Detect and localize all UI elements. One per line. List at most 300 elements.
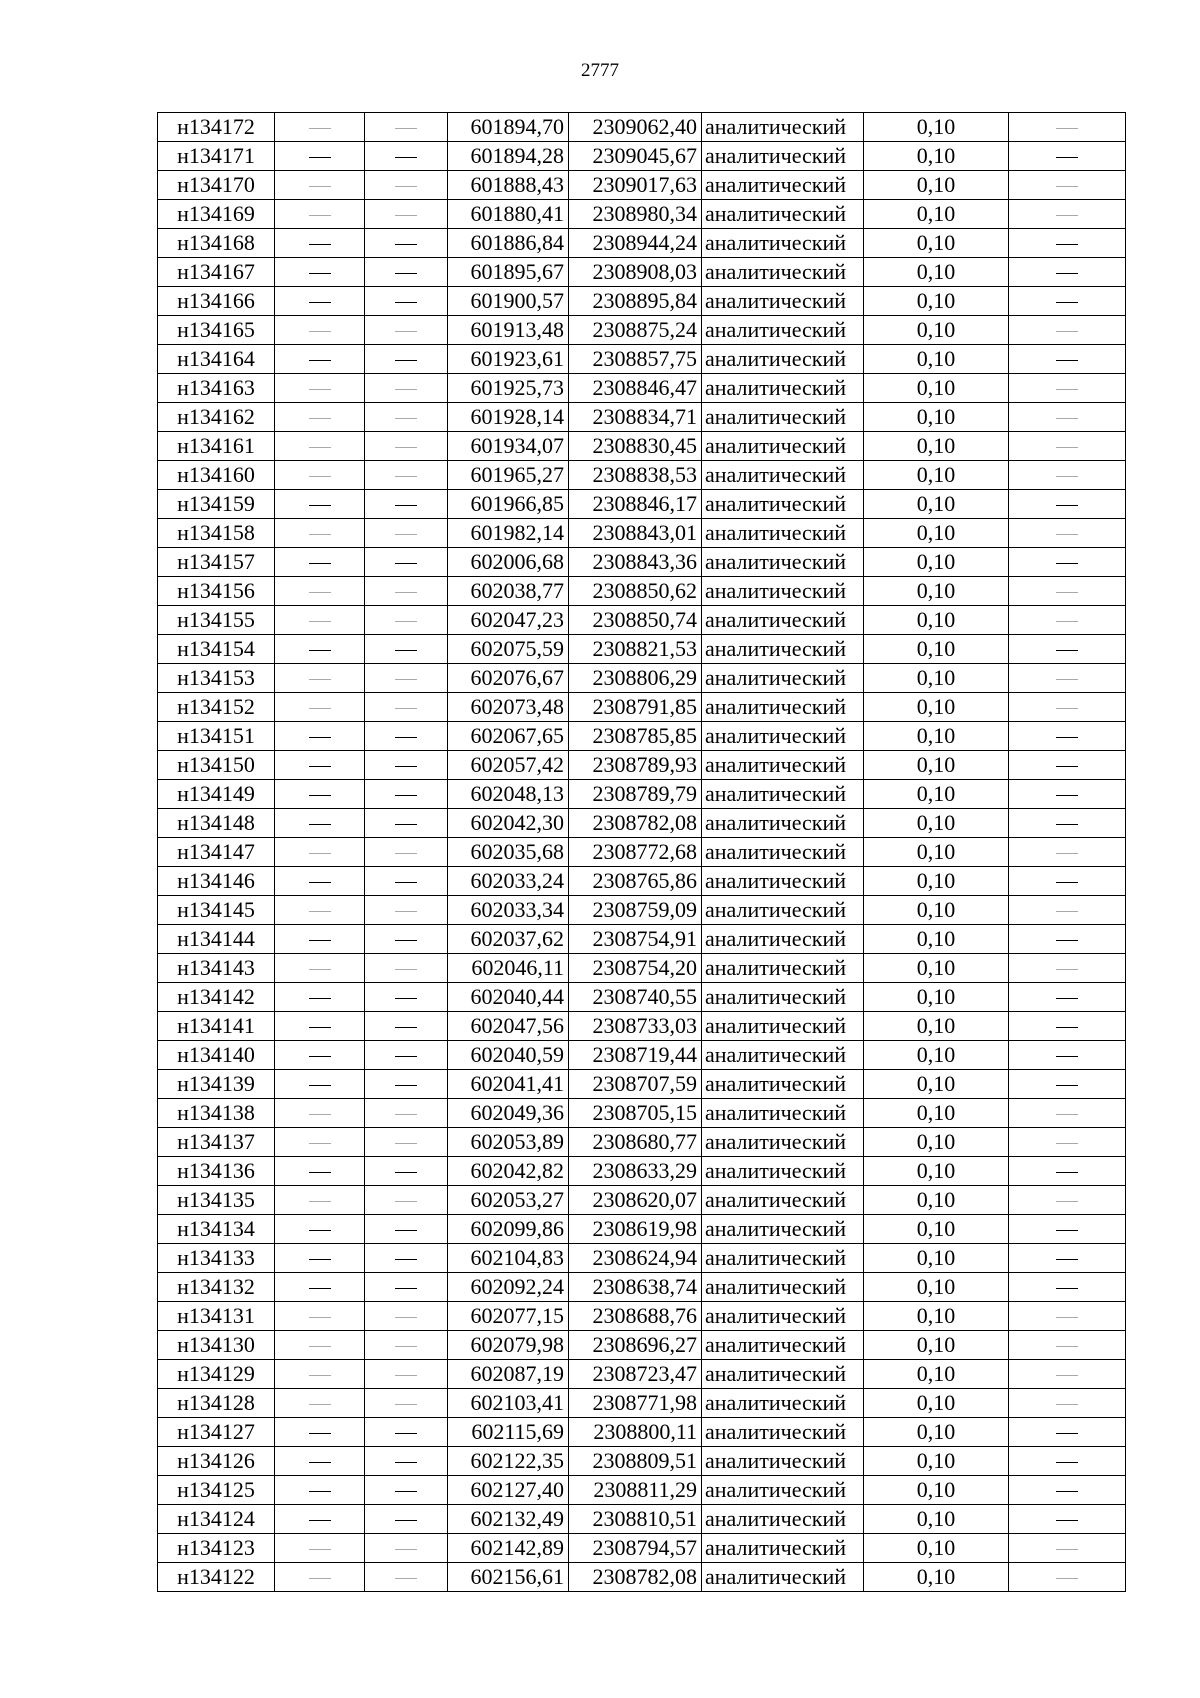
dash-symbol: [309, 824, 331, 825]
table-row: [158, 867, 1126, 896]
empty-cell: [275, 1563, 365, 1592]
dash-symbol: [395, 1085, 417, 1086]
dash-symbol: [395, 708, 417, 709]
dash-symbol: [309, 882, 331, 883]
x-coordinate-cell: 601923,61: [448, 345, 569, 374]
empty-cell: [275, 1418, 365, 1447]
table-row: [158, 1302, 1126, 1331]
table-row: [158, 1012, 1126, 1041]
coordinates-table: [157, 112, 1126, 1592]
empty-cell: [1009, 693, 1126, 722]
x-coordinate-cell: 602040,59: [448, 1041, 569, 1070]
empty-cell: [1009, 1128, 1126, 1157]
x-coordinate-cell: 601982,14: [448, 519, 569, 548]
x-coordinate-cell: 602040,44: [448, 983, 569, 1012]
empty-cell: [275, 954, 365, 983]
dash-symbol: [309, 244, 331, 245]
empty-cell: [1009, 1331, 1126, 1360]
method-cell: аналитический: [702, 1273, 864, 1302]
empty-cell: [365, 258, 448, 287]
dash-symbol: [309, 766, 331, 767]
empty-cell: [275, 1186, 365, 1215]
y-coordinate-cell: 2308830,45: [569, 432, 702, 461]
x-coordinate-cell: 601894,28: [448, 142, 569, 171]
empty-cell: [275, 1215, 365, 1244]
y-coordinate-cell: 2308759,09: [569, 896, 702, 925]
table-row: [158, 1534, 1126, 1563]
empty-cell: [275, 1099, 365, 1128]
accuracy-cell: 0,10: [864, 142, 1009, 171]
method-cell: аналитический: [702, 1070, 864, 1099]
accuracy-cell: 0,10: [864, 200, 1009, 229]
y-coordinate-cell: 2308821,53: [569, 635, 702, 664]
table-row: [158, 142, 1126, 171]
accuracy-cell: 0,10: [864, 1041, 1009, 1070]
dash-symbol: [1056, 1433, 1078, 1434]
dash-symbol: [395, 1491, 417, 1492]
y-coordinate-cell: 2308638,74: [569, 1273, 702, 1302]
empty-cell: [275, 142, 365, 171]
empty-cell: [365, 432, 448, 461]
y-coordinate-cell: 2308794,57: [569, 1534, 702, 1563]
accuracy-cell: 0,10: [864, 229, 1009, 258]
x-coordinate-cell: 602127,40: [448, 1476, 569, 1505]
dash-symbol: [309, 853, 331, 854]
method-cell: аналитический: [702, 1099, 864, 1128]
y-coordinate-cell: 2308772,68: [569, 838, 702, 867]
accuracy-cell: 0,10: [864, 1070, 1009, 1099]
dash-symbol: [1056, 1404, 1078, 1405]
dash-symbol: [309, 1404, 331, 1405]
method-cell: аналитический: [702, 1534, 864, 1563]
dash-symbol: [309, 1259, 331, 1260]
x-coordinate-cell: 602073,48: [448, 693, 569, 722]
empty-cell: [275, 519, 365, 548]
point-name-cell: н134131: [158, 1302, 275, 1331]
table-row: [158, 954, 1126, 983]
empty-cell: [1009, 345, 1126, 374]
method-cell: аналитический: [702, 693, 864, 722]
method-cell: аналитический: [702, 519, 864, 548]
point-name-cell: н134159: [158, 490, 275, 519]
empty-cell: [365, 403, 448, 432]
method-cell: аналитический: [702, 200, 864, 229]
point-name-cell: н134150: [158, 751, 275, 780]
y-coordinate-cell: 2308908,03: [569, 258, 702, 287]
dash-symbol: [395, 1375, 417, 1376]
dash-symbol: [1056, 621, 1078, 622]
point-name-cell: н134143: [158, 954, 275, 983]
point-name-cell: н134171: [158, 142, 275, 171]
table-row: [158, 1273, 1126, 1302]
dash-symbol: [1056, 1375, 1078, 1376]
empty-cell: [1009, 722, 1126, 751]
dash-symbol: [395, 1201, 417, 1202]
table-row: [158, 490, 1126, 519]
accuracy-cell: 0,10: [864, 316, 1009, 345]
empty-cell: [1009, 1041, 1126, 1070]
empty-cell: [275, 664, 365, 693]
x-coordinate-cell: 602048,13: [448, 780, 569, 809]
table-row: [158, 548, 1126, 577]
accuracy-cell: 0,10: [864, 1215, 1009, 1244]
dash-symbol: [395, 534, 417, 535]
dash-symbol: [395, 157, 417, 158]
y-coordinate-cell: 2308809,51: [569, 1447, 702, 1476]
table-row: [158, 1244, 1126, 1273]
dash-symbol: [395, 186, 417, 187]
empty-cell: [1009, 1447, 1126, 1476]
table-row: [158, 113, 1126, 142]
dash-symbol: [395, 128, 417, 129]
empty-cell: [1009, 1563, 1126, 1592]
method-cell: аналитический: [702, 1128, 864, 1157]
empty-cell: [365, 896, 448, 925]
empty-cell: [275, 490, 365, 519]
dash-symbol: [395, 476, 417, 477]
point-name-cell: н134123: [158, 1534, 275, 1563]
empty-cell: [275, 780, 365, 809]
point-name-cell: н134136: [158, 1157, 275, 1186]
table-row: [158, 258, 1126, 287]
dash-symbol: [395, 1143, 417, 1144]
empty-cell: [275, 867, 365, 896]
x-coordinate-cell: 602156,61: [448, 1563, 569, 1592]
empty-cell: [275, 1070, 365, 1099]
y-coordinate-cell: 2308834,71: [569, 403, 702, 432]
empty-cell: [365, 113, 448, 142]
accuracy-cell: 0,10: [864, 490, 1009, 519]
method-cell: аналитический: [702, 287, 864, 316]
point-name-cell: н134152: [158, 693, 275, 722]
empty-cell: [365, 200, 448, 229]
table-row: [158, 316, 1126, 345]
empty-cell: [275, 1360, 365, 1389]
accuracy-cell: 0,10: [864, 1302, 1009, 1331]
y-coordinate-cell: 2308806,29: [569, 664, 702, 693]
point-name-cell: н134165: [158, 316, 275, 345]
dash-symbol: [1056, 1462, 1078, 1463]
dash-symbol: [1056, 331, 1078, 332]
method-cell: аналитический: [702, 374, 864, 403]
dash-symbol: [309, 534, 331, 535]
accuracy-cell: 0,10: [864, 1505, 1009, 1534]
empty-cell: [365, 1273, 448, 1302]
point-name-cell: н134161: [158, 432, 275, 461]
empty-cell: [1009, 1186, 1126, 1215]
x-coordinate-cell: 601886,84: [448, 229, 569, 258]
x-coordinate-cell: 602042,82: [448, 1157, 569, 1186]
table-row: [158, 896, 1126, 925]
accuracy-cell: 0,10: [864, 606, 1009, 635]
empty-cell: [1009, 954, 1126, 983]
y-coordinate-cell: 2308811,29: [569, 1476, 702, 1505]
table-row: [158, 1157, 1126, 1186]
table-row: [158, 635, 1126, 664]
page-number: 2777: [581, 60, 619, 81]
method-cell: аналитический: [702, 548, 864, 577]
dash-symbol: [395, 273, 417, 274]
dash-symbol: [309, 447, 331, 448]
y-coordinate-cell: 2308857,75: [569, 345, 702, 374]
x-coordinate-cell: 602092,24: [448, 1273, 569, 1302]
method-cell: аналитический: [702, 490, 864, 519]
empty-cell: [1009, 171, 1126, 200]
accuracy-cell: 0,10: [864, 519, 1009, 548]
dash-symbol: [1056, 1085, 1078, 1086]
dash-symbol: [309, 592, 331, 593]
dash-symbol: [309, 737, 331, 738]
point-name-cell: н134170: [158, 171, 275, 200]
method-cell: аналитический: [702, 1563, 864, 1592]
dash-symbol: [1056, 563, 1078, 564]
dash-symbol: [309, 1143, 331, 1144]
dash-symbol: [1056, 882, 1078, 883]
method-cell: аналитический: [702, 1505, 864, 1534]
accuracy-cell: 0,10: [864, 896, 1009, 925]
table-row: [158, 1447, 1126, 1476]
accuracy-cell: 0,10: [864, 345, 1009, 374]
y-coordinate-cell: 2308754,91: [569, 925, 702, 954]
dash-symbol: [395, 1520, 417, 1521]
empty-cell: [1009, 142, 1126, 171]
empty-cell: [275, 1331, 365, 1360]
x-coordinate-cell: 602122,35: [448, 1447, 569, 1476]
empty-cell: [365, 1041, 448, 1070]
x-coordinate-cell: 602077,15: [448, 1302, 569, 1331]
empty-cell: [1009, 403, 1126, 432]
table-row: [158, 722, 1126, 751]
accuracy-cell: 0,10: [864, 867, 1009, 896]
accuracy-cell: 0,10: [864, 1012, 1009, 1041]
dash-symbol: [309, 679, 331, 680]
empty-cell: [275, 1505, 365, 1534]
empty-cell: [275, 200, 365, 229]
x-coordinate-cell: 602087,19: [448, 1360, 569, 1389]
dash-symbol: [309, 969, 331, 970]
empty-cell: [1009, 1360, 1126, 1389]
method-cell: аналитический: [702, 142, 864, 171]
table-row: [158, 287, 1126, 316]
x-coordinate-cell: 602079,98: [448, 1331, 569, 1360]
x-coordinate-cell: 602037,62: [448, 925, 569, 954]
dash-symbol: [309, 1549, 331, 1550]
empty-cell: [365, 1012, 448, 1041]
table-row: [158, 1418, 1126, 1447]
x-coordinate-cell: 602038,77: [448, 577, 569, 606]
point-name-cell: н134132: [158, 1273, 275, 1302]
x-coordinate-cell: 602035,68: [448, 838, 569, 867]
dash-symbol: [309, 563, 331, 564]
dash-symbol: [1056, 534, 1078, 535]
empty-cell: [1009, 316, 1126, 345]
empty-cell: [365, 751, 448, 780]
dash-symbol: [1056, 940, 1078, 941]
table-row: [158, 693, 1126, 722]
dash-symbol: [395, 1462, 417, 1463]
empty-cell: [1009, 1012, 1126, 1041]
dash-symbol: [1056, 1027, 1078, 1028]
dash-symbol: [395, 1114, 417, 1115]
method-cell: аналитический: [702, 983, 864, 1012]
accuracy-cell: 0,10: [864, 1273, 1009, 1302]
empty-cell: [275, 1476, 365, 1505]
empty-cell: [365, 1331, 448, 1360]
method-cell: аналитический: [702, 1186, 864, 1215]
empty-cell: [365, 171, 448, 200]
empty-cell: [1009, 461, 1126, 490]
dash-symbol: [1056, 737, 1078, 738]
point-name-cell: н134148: [158, 809, 275, 838]
dash-symbol: [309, 128, 331, 129]
point-name-cell: н134149: [158, 780, 275, 809]
method-cell: аналитический: [702, 1041, 864, 1070]
dash-symbol: [395, 592, 417, 593]
point-name-cell: н134142: [158, 983, 275, 1012]
point-name-cell: н134129: [158, 1360, 275, 1389]
empty-cell: [275, 345, 365, 374]
dash-symbol: [1056, 1578, 1078, 1579]
y-coordinate-cell: 2308789,93: [569, 751, 702, 780]
dash-symbol: [395, 1346, 417, 1347]
y-coordinate-cell: 2308719,44: [569, 1041, 702, 1070]
point-name-cell: н134168: [158, 229, 275, 258]
empty-cell: [275, 1041, 365, 1070]
accuracy-cell: 0,10: [864, 693, 1009, 722]
method-cell: аналитический: [702, 722, 864, 751]
dash-symbol: [395, 882, 417, 883]
dash-symbol: [1056, 157, 1078, 158]
dash-symbol: [309, 621, 331, 622]
dash-symbol: [1056, 302, 1078, 303]
dash-symbol: [1056, 360, 1078, 361]
empty-cell: [365, 461, 448, 490]
empty-cell: [275, 838, 365, 867]
table-row: [158, 403, 1126, 432]
method-cell: аналитический: [702, 896, 864, 925]
point-name-cell: н134162: [158, 403, 275, 432]
point-name-cell: н134140: [158, 1041, 275, 1070]
y-coordinate-cell: 2308850,62: [569, 577, 702, 606]
y-coordinate-cell: 2308791,85: [569, 693, 702, 722]
y-coordinate-cell: 2308875,24: [569, 316, 702, 345]
dash-symbol: [309, 1433, 331, 1434]
empty-cell: [275, 693, 365, 722]
empty-cell: [275, 896, 365, 925]
empty-cell: [1009, 1070, 1126, 1099]
dash-symbol: [309, 1114, 331, 1115]
table-row: [158, 1389, 1126, 1418]
dash-symbol: [309, 186, 331, 187]
point-name-cell: н134157: [158, 548, 275, 577]
dash-symbol: [1056, 998, 1078, 999]
empty-cell: [365, 1360, 448, 1389]
empty-cell: [275, 1447, 365, 1476]
table-row: [158, 1505, 1126, 1534]
table-row: [158, 1041, 1126, 1070]
empty-cell: [275, 983, 365, 1012]
dash-symbol: [395, 1230, 417, 1231]
x-coordinate-cell: 602075,59: [448, 635, 569, 664]
point-name-cell: н134153: [158, 664, 275, 693]
dash-symbol: [1056, 1288, 1078, 1289]
dash-symbol: [395, 650, 417, 651]
dash-symbol: [1056, 766, 1078, 767]
dash-symbol: [395, 621, 417, 622]
empty-cell: [1009, 1099, 1126, 1128]
method-cell: аналитический: [702, 1331, 864, 1360]
y-coordinate-cell: 2308705,15: [569, 1099, 702, 1128]
dash-symbol: [395, 1172, 417, 1173]
y-coordinate-cell: 2308688,76: [569, 1302, 702, 1331]
x-coordinate-cell: 601928,14: [448, 403, 569, 432]
point-name-cell: н134155: [158, 606, 275, 635]
point-name-cell: н134122: [158, 1563, 275, 1592]
dash-symbol: [1056, 1346, 1078, 1347]
empty-cell: [365, 1534, 448, 1563]
accuracy-cell: 0,10: [864, 1447, 1009, 1476]
dash-symbol: [395, 1404, 417, 1405]
empty-cell: [1009, 374, 1126, 403]
dash-symbol: [309, 940, 331, 941]
method-cell: аналитический: [702, 403, 864, 432]
table-row: [158, 606, 1126, 635]
empty-cell: [365, 1447, 448, 1476]
point-name-cell: н134134: [158, 1215, 275, 1244]
method-cell: аналитический: [702, 664, 864, 693]
empty-cell: [1009, 983, 1126, 1012]
empty-cell: [365, 1244, 448, 1273]
method-cell: аналитический: [702, 1360, 864, 1389]
accuracy-cell: 0,10: [864, 403, 1009, 432]
table-row: [158, 809, 1126, 838]
accuracy-cell: 0,10: [864, 1157, 1009, 1186]
empty-cell: [275, 635, 365, 664]
x-coordinate-cell: 602046,11: [448, 954, 569, 983]
y-coordinate-cell: 2308696,27: [569, 1331, 702, 1360]
empty-cell: [1009, 1505, 1126, 1534]
accuracy-cell: 0,10: [864, 1099, 1009, 1128]
accuracy-cell: 0,10: [864, 635, 1009, 664]
method-cell: аналитический: [702, 258, 864, 287]
x-coordinate-cell: 602115,69: [448, 1418, 569, 1447]
dash-symbol: [309, 302, 331, 303]
y-coordinate-cell: 2308980,34: [569, 200, 702, 229]
empty-cell: [1009, 780, 1126, 809]
empty-cell: [275, 577, 365, 606]
dash-symbol: [309, 1085, 331, 1086]
empty-cell: [275, 1534, 365, 1563]
point-name-cell: н134154: [158, 635, 275, 664]
empty-cell: [365, 867, 448, 896]
point-name-cell: н134125: [158, 1476, 275, 1505]
point-name-cell: н134133: [158, 1244, 275, 1273]
empty-cell: [365, 1389, 448, 1418]
x-coordinate-cell: 601900,57: [448, 287, 569, 316]
method-cell: аналитический: [702, 1215, 864, 1244]
point-name-cell: н134124: [158, 1505, 275, 1534]
dash-symbol: [309, 1288, 331, 1289]
empty-cell: [365, 577, 448, 606]
accuracy-cell: 0,10: [864, 954, 1009, 983]
y-coordinate-cell: 2308723,47: [569, 1360, 702, 1389]
dash-symbol: [395, 1549, 417, 1550]
accuracy-cell: 0,10: [864, 1360, 1009, 1389]
empty-cell: [275, 1389, 365, 1418]
empty-cell: [365, 838, 448, 867]
dash-symbol: [1056, 1259, 1078, 1260]
point-name-cell: н134167: [158, 258, 275, 287]
